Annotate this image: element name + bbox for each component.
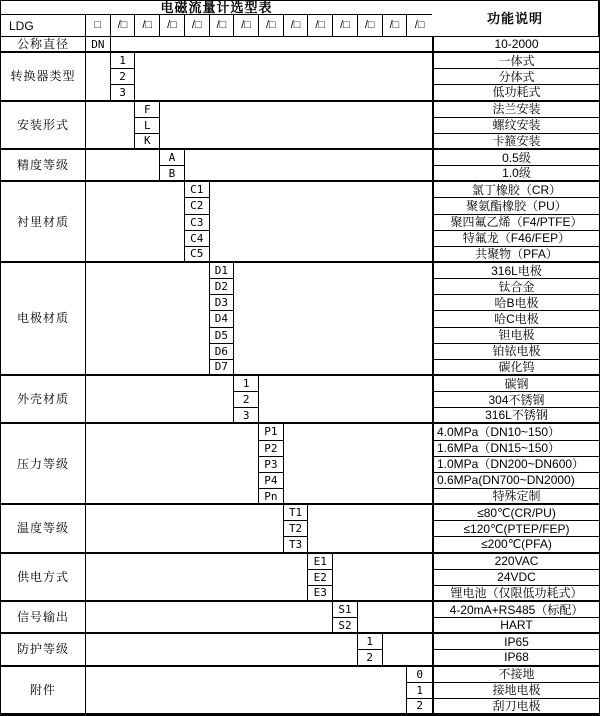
function-cell: 0.5级 [432, 150, 599, 166]
code-cell: S2 [333, 618, 358, 634]
function-cell: 锂电池（仅限低功耗式） [432, 586, 599, 602]
code-cell: S1 [333, 602, 358, 618]
code-cell: DN [86, 37, 111, 53]
blank-cell [358, 602, 432, 634]
blank-cell [333, 554, 432, 602]
model-code-slot: /□ [135, 15, 160, 37]
function-cell: 0.6MPa(DN700~DN2000) [432, 473, 599, 489]
code-cell: D5 [210, 328, 235, 344]
function-cell: 4.0MPa（DN10~150） [432, 424, 599, 440]
code-cell: C1 [185, 182, 210, 198]
function-cell: IP68 [432, 650, 599, 666]
code-cell: 1 [407, 683, 432, 699]
model-code-slot: /□ [210, 15, 235, 37]
code-cell: 2 [234, 392, 259, 408]
function-cell: 卡箍安装 [432, 134, 599, 150]
code-cell: 1 [358, 634, 383, 650]
function-cell: 24VDC [432, 570, 599, 586]
model-code-slot: /□ [284, 15, 309, 37]
function-cell: 碳化钨 [432, 360, 599, 376]
model-code-slot: /□ [333, 15, 358, 37]
code-cell: C4 [185, 231, 210, 247]
function-cell: 氯丁橡胶（CR） [432, 182, 599, 198]
code-cell: L [135, 118, 160, 134]
code-cell: E2 [308, 570, 333, 586]
model-code-slot: /□ [383, 15, 408, 37]
blank-cell [383, 634, 432, 666]
function-cell: 聚氨酯橡胶（PU） [432, 198, 599, 214]
code-cell: D4 [210, 311, 235, 327]
blank-cell [86, 150, 160, 182]
function-cell: 不接地 [432, 667, 599, 683]
blank-cell [86, 602, 333, 634]
code-cell: P2 [259, 441, 284, 457]
model-code-slot: /□ [407, 15, 432, 37]
code-cell: 3 [234, 408, 259, 424]
code-cell: 2 [407, 699, 432, 715]
section-label: 公称直径 [1, 37, 86, 53]
function-cell: 刮刀电极 [432, 699, 599, 715]
section-label: 附件 [1, 667, 86, 715]
model-code-slot: /□ [111, 15, 136, 37]
model-code-slot: /□ [259, 15, 284, 37]
function-cell: 分体式 [432, 69, 599, 85]
function-cell: IP65 [432, 634, 599, 650]
function-cell: 特殊定制 [432, 489, 599, 505]
section-label: 信号输出 [1, 602, 86, 634]
model-code-slot: /□ [160, 15, 185, 37]
code-cell: T3 [284, 537, 309, 553]
code-cell: 0 [407, 667, 432, 683]
blank-cell [86, 53, 111, 101]
code-cell: E1 [308, 554, 333, 570]
code-cell: C3 [185, 215, 210, 231]
section-label: 压力等级 [1, 424, 86, 505]
code-cell: F [135, 102, 160, 118]
function-cell: 特氟龙（F46/FEP） [432, 231, 599, 247]
section-label: 转换器类型 [1, 53, 86, 101]
blank-cell [210, 182, 432, 263]
blank-cell [111, 37, 432, 53]
code-cell: 3 [111, 85, 136, 101]
function-cell: 法兰安装 [432, 102, 599, 118]
function-cell: 钛合金 [432, 279, 599, 295]
code-cell: B [160, 166, 185, 182]
model-code-slot: /□ [358, 15, 383, 37]
code-cell: 1 [234, 376, 259, 392]
code-cell: 2 [358, 650, 383, 666]
code-cell: E3 [308, 586, 333, 602]
function-cell: ≤120℃(PTEP/FEP) [432, 521, 599, 537]
page-title: 电磁流量计选型表 [1, 1, 432, 15]
function-cell: 1.0MPa（DN200~DN600） [432, 457, 599, 473]
code-cell: Pn [259, 489, 284, 505]
code-cell: C2 [185, 198, 210, 214]
code-cell: D3 [210, 295, 235, 311]
blank-cell [259, 376, 432, 424]
code-cell: D2 [210, 279, 235, 295]
function-cell: 钽电极 [432, 328, 599, 344]
function-cell: 低功耗式 [432, 85, 599, 101]
blank-cell [86, 634, 358, 666]
function-cell: HART [432, 618, 599, 634]
code-cell: D6 [210, 344, 235, 360]
function-cell: ≤80℃(CR/PU) [432, 505, 599, 521]
function-cell: 一体式 [432, 53, 599, 69]
model-prefix: LDG [1, 15, 86, 37]
blank-cell [86, 102, 135, 150]
function-column-header: 功能说明 [432, 1, 599, 37]
blank-cell [308, 505, 432, 553]
function-cell: 1.6MPa（DN15~150） [432, 441, 599, 457]
code-cell: C5 [185, 247, 210, 263]
function-cell: 10-2000 [432, 37, 599, 53]
model-code-slot: /□ [234, 15, 259, 37]
function-cell: 316L电极 [432, 263, 599, 279]
function-cell: 316L不锈钢 [432, 408, 599, 424]
function-cell: 220VAC [432, 554, 599, 570]
section-label: 精度等级 [1, 150, 86, 182]
section-label: 外壳材质 [1, 376, 86, 424]
blank-cell [160, 102, 432, 150]
blank-cell [86, 376, 234, 424]
section-label: 安装形式 [1, 102, 86, 150]
function-cell: 1.0级 [432, 166, 599, 182]
code-cell: A [160, 150, 185, 166]
blank-cell [86, 667, 407, 715]
blank-cell [86, 263, 210, 376]
section-label: 防护等级 [1, 634, 86, 666]
function-cell: 接地电极 [432, 683, 599, 699]
code-cell: T2 [284, 521, 309, 537]
function-cell: 螺纹安装 [432, 118, 599, 134]
model-code-slot: /□ [185, 15, 210, 37]
section-label: 电极材质 [1, 263, 86, 376]
code-cell: T1 [284, 505, 309, 521]
code-cell: 2 [111, 69, 136, 85]
section-label: 衬里材质 [1, 182, 86, 263]
function-cell: 304不锈钢 [432, 392, 599, 408]
code-cell: D1 [210, 263, 235, 279]
blank-cell [86, 554, 308, 602]
model-code-slot: /□ [308, 15, 333, 37]
code-cell: P4 [259, 473, 284, 489]
code-cell: 1 [111, 53, 136, 69]
function-cell: 聚四氟乙烯（F4/PTFE） [432, 215, 599, 231]
blank-cell [86, 505, 284, 553]
section-label: 温度等级 [1, 505, 86, 553]
code-cell: K [135, 134, 160, 150]
blank-cell [86, 424, 259, 505]
function-cell: 碳钢 [432, 376, 599, 392]
blank-cell [86, 182, 185, 263]
code-cell: P3 [259, 457, 284, 473]
function-cell: ≤200℃(PFA) [432, 537, 599, 553]
blank-cell [234, 263, 432, 376]
function-cell: 铂铱电极 [432, 344, 599, 360]
function-cell: 哈B电极 [432, 295, 599, 311]
model-code-box: □ [86, 15, 111, 37]
function-cell: 共聚物（PFA） [432, 247, 599, 263]
code-cell: D7 [210, 360, 235, 376]
code-cell: P1 [259, 424, 284, 440]
function-cell: 哈C电极 [432, 311, 599, 327]
section-label: 供电方式 [1, 554, 86, 602]
blank-cell [284, 424, 432, 505]
function-cell: 4-20mA+RS485（标配） [432, 602, 599, 618]
blank-cell [135, 53, 432, 101]
blank-cell [185, 150, 432, 182]
